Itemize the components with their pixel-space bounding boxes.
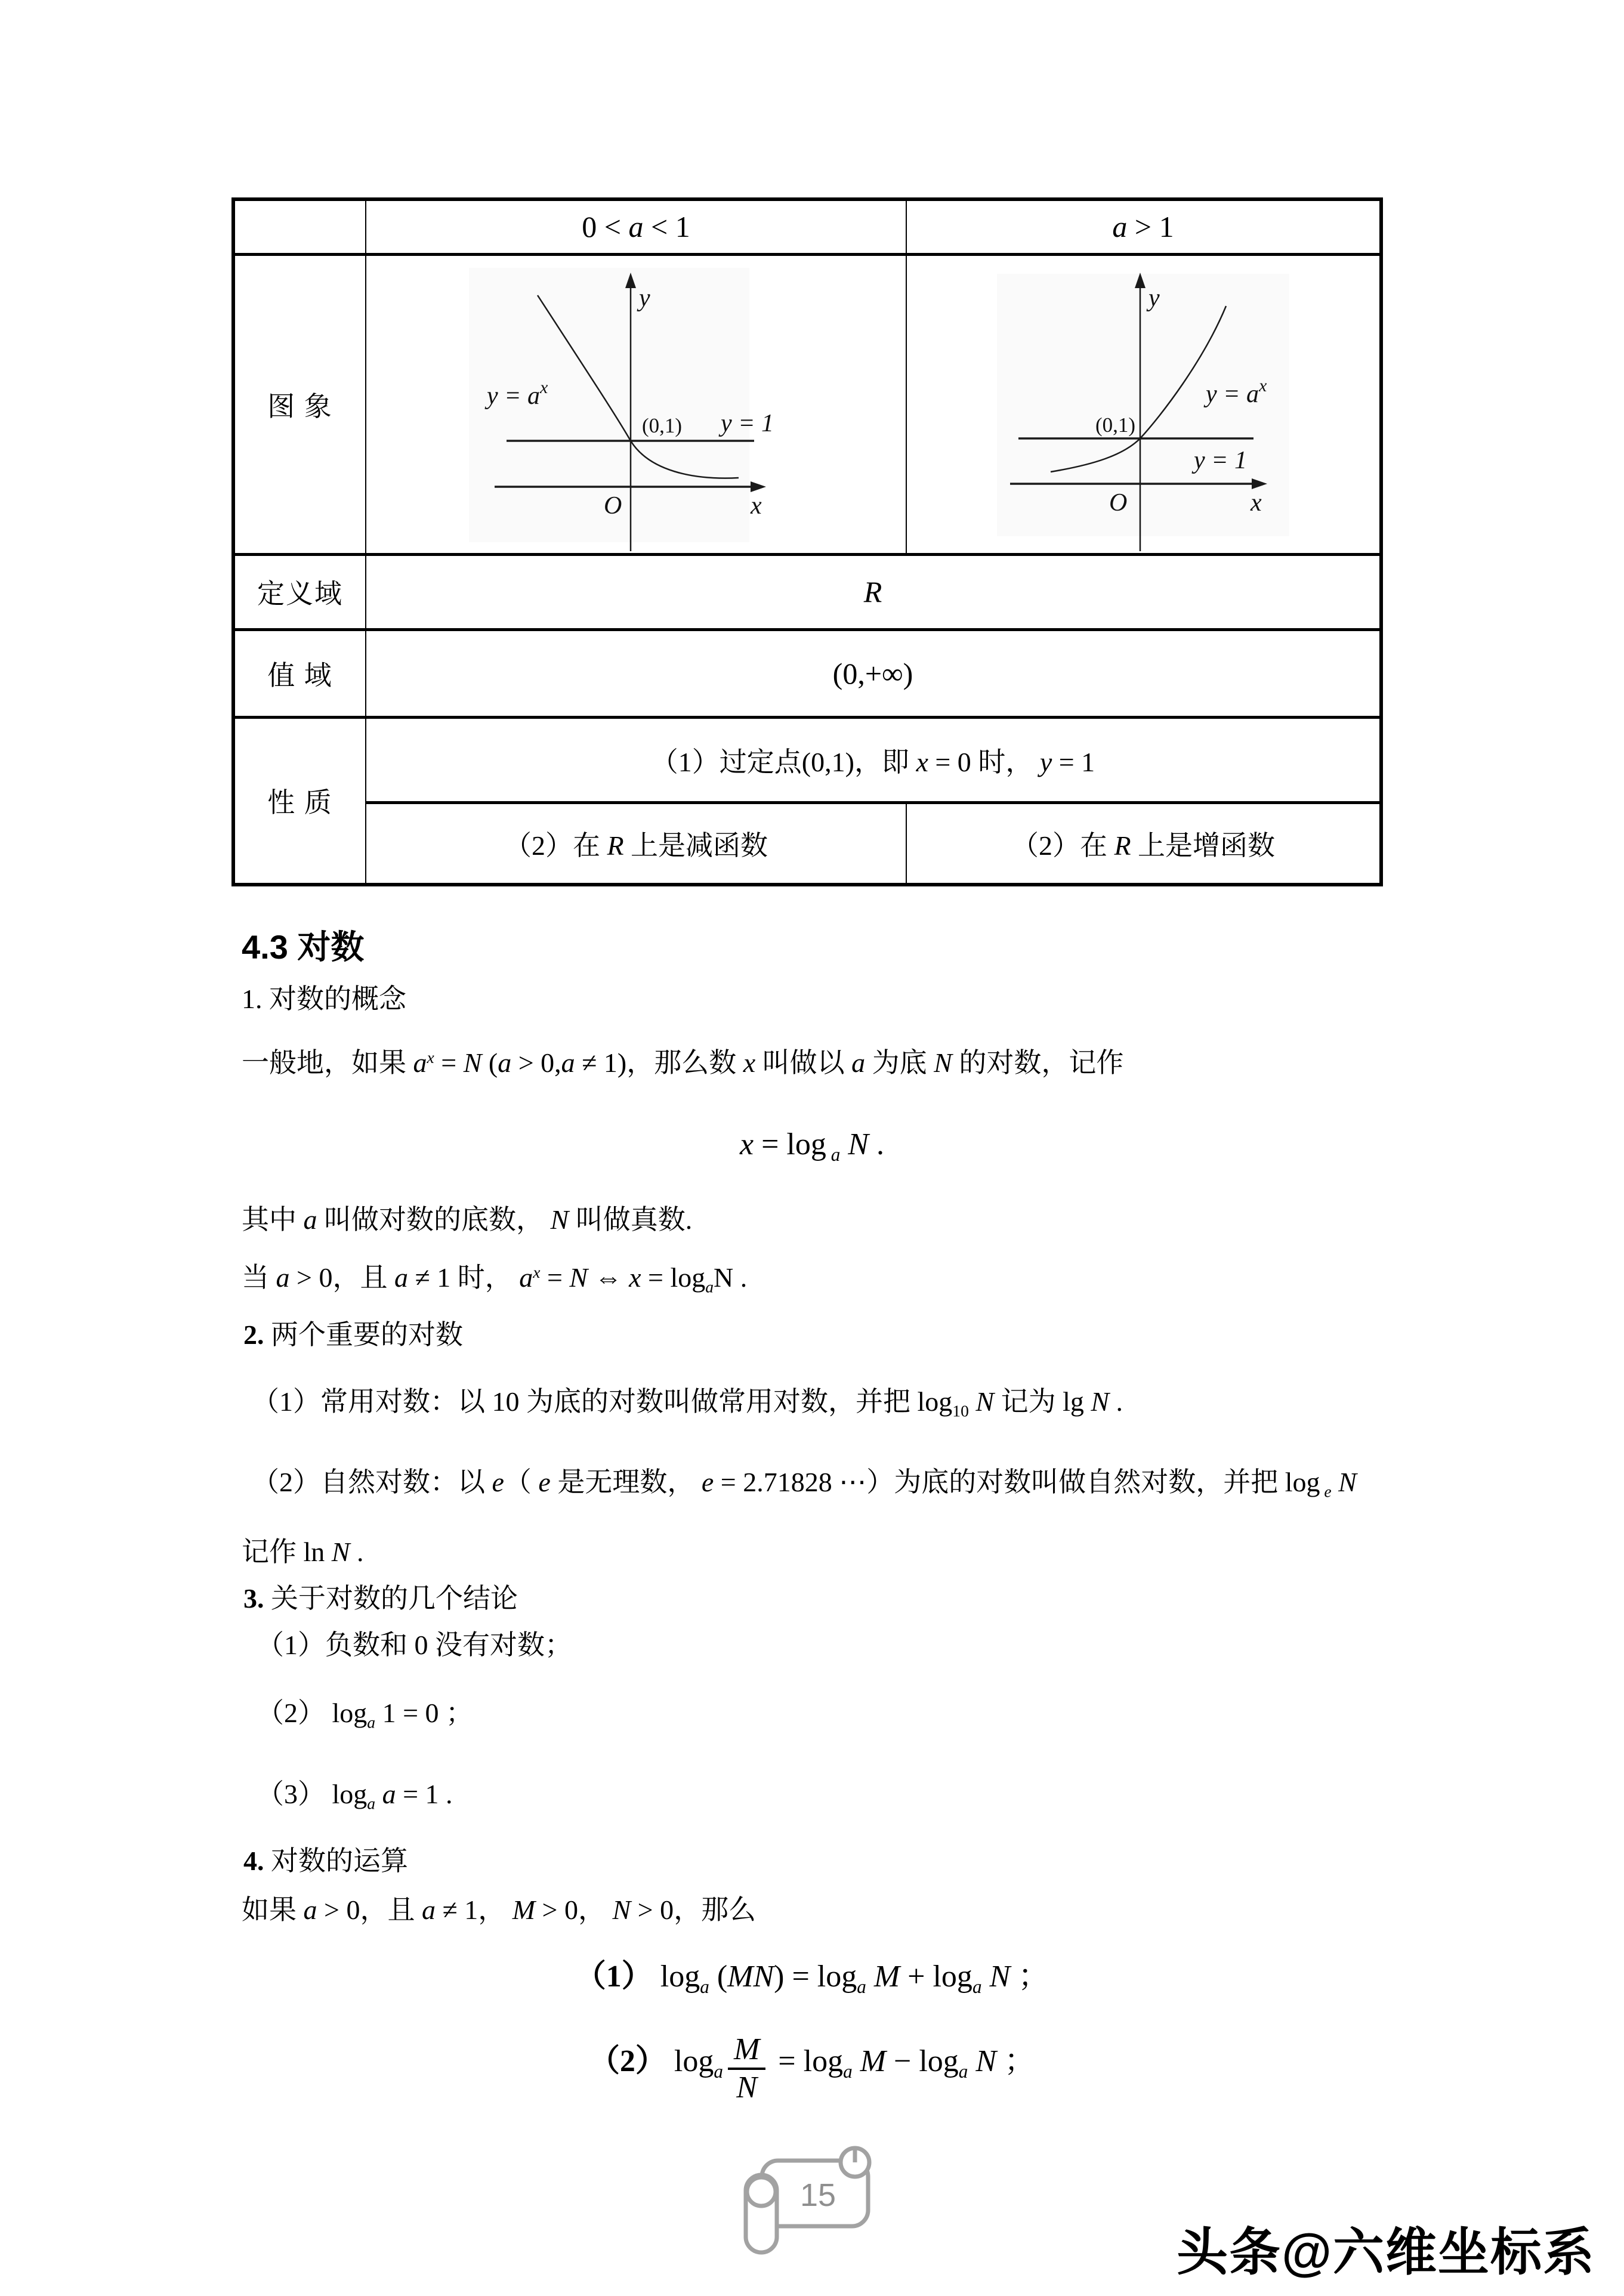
point-0-1-label: (0,1) [1095,413,1135,437]
formula-log-quotient-rule: （2） $\log_a$ $\frac{M}{N}$ = $\log_a M - \log_a N$ ； [588,2032,1036,2105]
y-axis-label: y [1148,284,1160,312]
property-2-right-cell [906,802,1381,885]
formula-log-a-a-equals-1: （3） $\log_a a = 1$ . [257,1779,453,1813]
col-header-a-gt-1-text: a > 1 [1112,210,1174,244]
col-header-0-lt-a-lt-1 [366,199,906,254]
page-number-scroll [738,2140,887,2260]
scroll-icon [738,2140,887,2257]
hline-equation-label: y = 1 [721,409,774,437]
exponential-graph-decreasing [368,256,904,553]
property-1-cell [366,717,1381,802]
paragraph-natural-logarithm: （2）自然对数：以 e（ e 是无理数， e = 2.71828 ⋯）为底的对数叫做自然对数，并把 log $_e$ N [252,1467,1357,1501]
formula-log-a-1-equals-0: （2） $\log_a 1 = 0$ ； [257,1698,474,1732]
row-label-graph: 图 象 [233,254,366,554]
property-2-increasing-text: （2）在 R 上是增函数 [1011,830,1276,861]
property-2-decreasing-text: （2）在 R 上是减函数 [504,830,768,861]
row-label-domain: 定义域 [233,554,366,629]
x-axis-label: x [1251,489,1262,517]
subsection-2-heading: 2. 两个重要的对数 [243,1319,463,1350]
point-0-1-label: (0,1) [642,413,683,437]
paragraph-base-and-argument: 其中 a 叫做对数的底数， N 叫做真数. [242,1204,693,1235]
range-value: (0,+∞) [832,656,913,690]
domain-value-cell [366,554,1381,629]
x-axis-arrow [751,481,766,492]
formula-log-product-rule: （1） $\log_a (MN) = \log_a M + \log_a N$ ； [575,1960,1049,1997]
paragraph-equivalence: 当 a > 0，且 a ≠ 1 时， $a^x = N$ ⇔ $x = \log_aN$ . [242,1262,748,1296]
col-header-a-gt-1 [906,199,1381,254]
graph-cell-decreasing [366,254,906,554]
origin-label: O [604,492,622,520]
paragraph-log-definition: 一般地，如果 $a^x = N$ (a > 0,a ≠ 1)，那么数 x 叫做以 a 为底 N 的对数，记作 [242,1047,1124,1078]
graph-cell-increasing [906,254,1381,554]
x-axis-label: x [751,492,762,520]
curve-equation-label: $y = a^x$ [487,377,548,410]
property-1-text: （1）过定点(0,1)，即 x = 0 时， y = 1 [650,746,1095,777]
scroll-left-roll-end [747,2177,776,2206]
hline-equation-label: y = 1 [1194,446,1247,474]
subsection-3-heading: 3. 关于对数的几个结论 [243,1583,518,1614]
table-corner-cell [233,199,366,254]
paragraph-operation-conditions: 如果 a > 0，且 a ≠ 1， M > 0， N > 0，那么 [242,1895,757,1925]
domain-value: R [863,575,882,608]
section-heading: 4.3 对数 [242,928,365,966]
curve-equation-label: $y = a^x$ [1206,375,1267,408]
paragraph-common-logarithm: （1）常用对数：以 10 为底的对数叫做常用对数，并把 $\log_{10} N$ 记为 lg N . [252,1386,1123,1420]
paragraph-ln-notation: 记作 ln N . [242,1537,364,1567]
watermark-text: 头条@六维坐标系 [1177,2224,1595,2281]
row-label-range: 值 域 [233,629,366,717]
formula-x-equals-log-a-n: x = log $_a$ N . [740,1127,884,1165]
paragraph-no-log-of-negatives: （1）负数和 0 没有对数； [257,1630,572,1660]
exponential-function-table [231,197,1383,886]
exponential-graph-increasing [907,256,1379,553]
y-axis-label: y [639,284,650,312]
subsection-4-heading: 4. 对数的运算 [243,1846,408,1876]
col-header-0-lt-a-lt-1-text: 0 < a < 1 [582,210,690,244]
range-value-cell [366,629,1381,717]
row-label-property: 性 质 [233,717,366,885]
origin-label: O [1109,489,1128,517]
subsection-1-heading: 1. 对数的概念 [242,984,406,1014]
property-2-left-cell [366,802,906,885]
page-number: 15 [799,2177,836,2213]
